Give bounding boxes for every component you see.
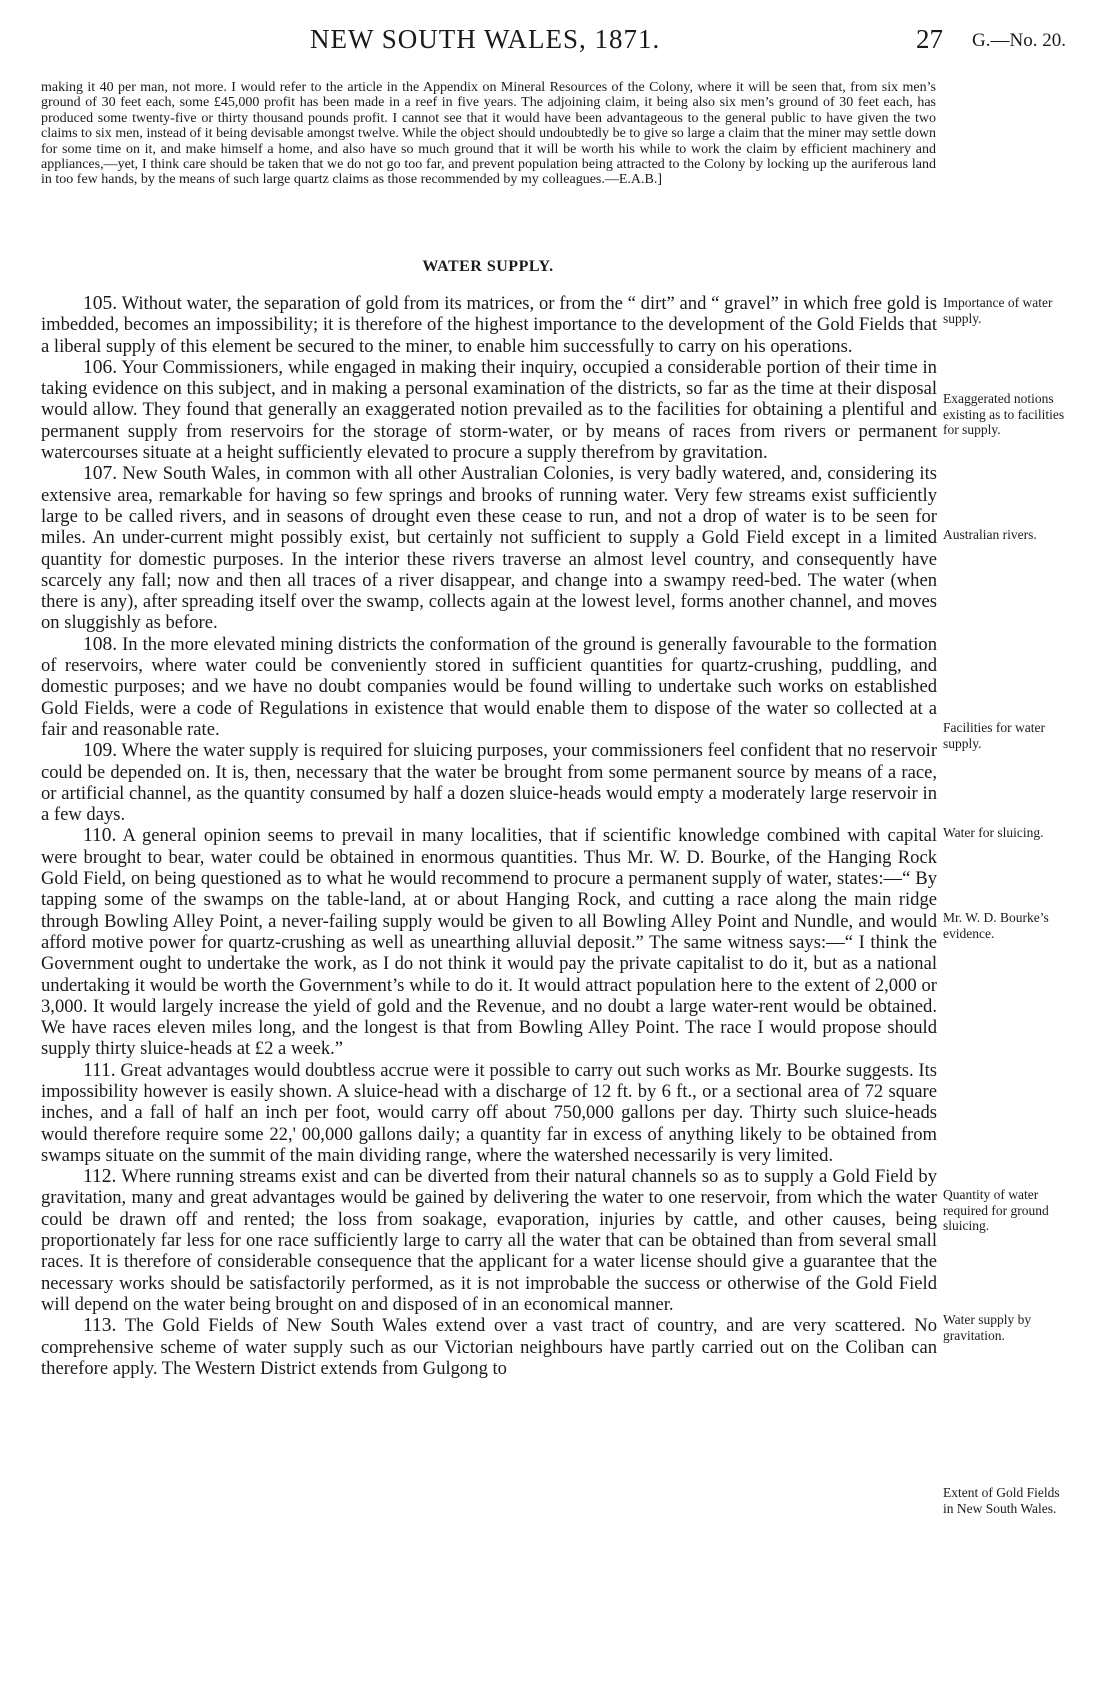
page-number: 27 xyxy=(916,24,943,54)
paragraph-111 xyxy=(41,1060,937,1166)
paragraph-text: Where running streams exist and can be diverted from their natural channels so as to supply a Gold Field by gravitation, many and great advantages would be gained by delivering the water to one reservoir, from which the water could be drawn off and rented; the loss from soakage, evaporation, injuries by cattle, and other causes, being proportionately far less for one race sufficiently large to carry all the water that can be obtained than from several small races. It is therefore of considerable consequence that the applicant for a water license should give a guarantee that the necessary works should be satisfactorily performed, as it is not improbable the success or otherwise of the Gold Field will depend on the water being brought on and disposed of in an economical manner. xyxy=(41,1166,938,1315)
paragraph-113 xyxy=(41,1315,937,1379)
side-note-australian-rivers: Australian rivers. xyxy=(943,527,1037,542)
paragraph-number: 110. xyxy=(83,825,117,847)
side-note-exaggerated: Exaggerated notions existing as to facilities for supply. xyxy=(943,391,1065,437)
paragraph-number: 111. xyxy=(83,1059,116,1081)
paragraph-text: In the more elevated mining districts the conformation of the ground is generally favourable to the formation of reservoirs, where water could be conveniently stored in sufficient quantities for quartz-crushing, puddling, and domestic purposes; and we have no doubt companies would be found willing to undertake such works on established Gold Fields, were a code of Regulations in existence that would enable them to dispose of the water so collected at a fair and reasonable rate. xyxy=(41,633,937,740)
side-note-gravitation: Water supply by gravitation. xyxy=(943,1312,1032,1343)
paragraph-text: Your Commissioners, while engaged in making their inquiry, occupied a considerable portion of their time in taking evidence on this subject, and in making a personal examination of the districts, so far as the time at their disposal would allow. They found that generally an exaggerated notion prevailed as to the facilities for obtaining a plentiful and permanent supply from reservoirs for the storage of storm-water, or by means of races from rivers or permanent watercourses situate at a height sufficiently elevated to procure a supply therefrom by gravitation. xyxy=(41,356,937,464)
paragraph-number: 105. xyxy=(83,293,118,314)
paragraph-number: 112. xyxy=(83,1166,117,1188)
appendix-note-paragraph: making it 40 per man, not more. I would refer to the article in the Appendix on Mineral Resources of the Colony, where it will be seen that, from six men’s ground of 30 feet each, some £45,000 profit has been made in a reef in five years. The adjoining claim, it being also six men’s ground of 30 feet each, has produced some twenty-five or thirty thousand pounds profit. I cannot see that it would have been advantageous to the general public to have given the two claims to six men, instead of it being devisable amongst twelve. While the object should undoubtedly be to give so large a claim that the miner may settle down for some time on it, and make himself a home, and also have so much ground that it will be worth his while to work the claim by efficient machinery and appliances,—yet, I think care should be taken that we do not go too far, and prevent population being attracted to the Colony by locking up the auriferous land in too few hands, by the means of such large quartz claims as those recommended by my colleagues.—E.A.B.] xyxy=(41,80,936,188)
side-note-sluicing: Water for sluicing. xyxy=(943,825,1044,840)
side-note-extent: Extent of Gold Fields in New South Wales. xyxy=(943,1485,1060,1516)
paragraph-109 xyxy=(41,740,937,825)
paragraph-text: The Gold Fields of New South Wales extend over a vast tract of country, and are very scattered. No comprehensive scheme of water supply such as our Victorian neighbours have partly carried out on the Coliban can therefore apply. The Western District extends from Gulgong to xyxy=(41,1315,938,1379)
section-heading: WATER SUPPLY. xyxy=(422,258,554,275)
paragraph-text: Great advantages would doubtless accrue were it possible to carry out such works as Mr. Bourke suggests. Its impossibility however is easily shown. A sluice-head with a discharge of 12 ft. by 6 ft., or a sectional area of 72 square inches, and a fall of half an inch per foot, would carry off about 750,000 gallons per day. Thirty such sluice-heads would therefore require some 22,' 00,000 gallons daily; a quantity far in excess of anything likely to be obtained from swamps situate on the summit of the main dividing range, where the watershed necessarily is very limited. xyxy=(41,1059,937,1166)
page-header xyxy=(0,24,1114,64)
document-reference: G.—No. 20. xyxy=(972,30,1066,51)
paragraph-106 xyxy=(41,357,937,463)
side-note-quantity: Quantity of water required for ground sluicing. xyxy=(943,1187,1049,1233)
paragraph-108 xyxy=(41,634,937,740)
paragraph-number: 113. xyxy=(83,1315,117,1337)
side-note-importance: Importance of water supply. xyxy=(943,295,1053,326)
main-text-body xyxy=(41,293,937,1379)
paragraph-number: 106. xyxy=(83,356,118,378)
paragraph-number: 107. xyxy=(83,463,118,485)
paragraph-110 xyxy=(41,825,937,1059)
page-title: NEW SOUTH WALES, 1871. xyxy=(310,24,661,54)
paragraph-107 xyxy=(41,463,937,633)
side-note-bourke-evidence: Mr. W. D. Bourke’s evidence. xyxy=(943,910,1049,941)
paragraph-number: 109. xyxy=(83,740,118,762)
paragraph-105 xyxy=(41,293,937,357)
paragraph-text: A general opinion seems to prevail in many localities, that if scientific knowledge combined with capital were brought to bear, water could be obtained in enormous quantities. Thus Mr. W. D. Bourke, of the Hanging Rock Gold Field, on being questioned as to what he would recommend to procure a permanent supply of water, states:—“ By tapping some of the swamps on the table-land, at or about Hanging Rock, and cutting a race along the main ridge through Bowling Alley Point, a never-failing supply would be given to all Bowling Alley Point and Nundle, and would afford motive power for quartz-crushing as well as unearthing alluvial deposit.” The same witness says:—“ I think the Government ought to undertake the work, as I do not think it would pay the private capitalist to do it, but as a national undertaking it would be worth the Government’s while to do it. It would attract population here to the extent of 2,000 or 3,000. It would largely increase the yield of gold and the Revenue, and no doubt a large water-rent would be obtained. We have races eleven miles long, and the longest is that from Bowling Alley Point. The race I would propose should supply thirty sluice-heads at £2 a week.” xyxy=(41,825,938,1060)
paragraph-text: Where the water supply is required for sluicing purposes, your commissioners feel confident that no reservoir could be depended on. It is, then, necessary that the water be brought from some permanent source by means of a race, or artificial channel, as the quantity consumed by half a dozen sluice-heads would empty a moderately large reservoir in a few days. xyxy=(41,740,938,826)
paragraph-text: New South Wales, in common with all other Australian Colonies, is very badly watered, and, considering its extensive area, remarkable for having so few springs and brooks of running water. Very few streams exist sufficiently large to be called rivers, and in seasons of drought even these cease to run, and not a drop of water is to be seen for miles. An under-current might possibly exist, but certainly not sufficient to supply a Gold Field except in a limited quantity for domestic purposes. In the interior these rivers traverse an almost level country, and consequently have scarcely any fall; now and then all traces of a river disappear, and change into a swampy reed-bed. The water (when there is any), after spreading itself over the swamp, collects again at the lowest level, forms another channel, and moves on sluggishly as before. xyxy=(41,463,937,634)
side-note-facilities: Facilities for water supply. xyxy=(943,720,1045,751)
paragraph-text: Without water, the separation of gold from its matrices, or from the “ dirt” and “ gravel” in which free gold is imbedded, becomes an impossibility; it is therefore of the highest importance to the development of the Gold Fields that a liberal supply of this element be secured to the miner, to enable him successfully to carry on his operations. xyxy=(41,293,938,357)
paragraph-112 xyxy=(41,1166,937,1315)
paragraph-number: 108. xyxy=(83,633,118,655)
